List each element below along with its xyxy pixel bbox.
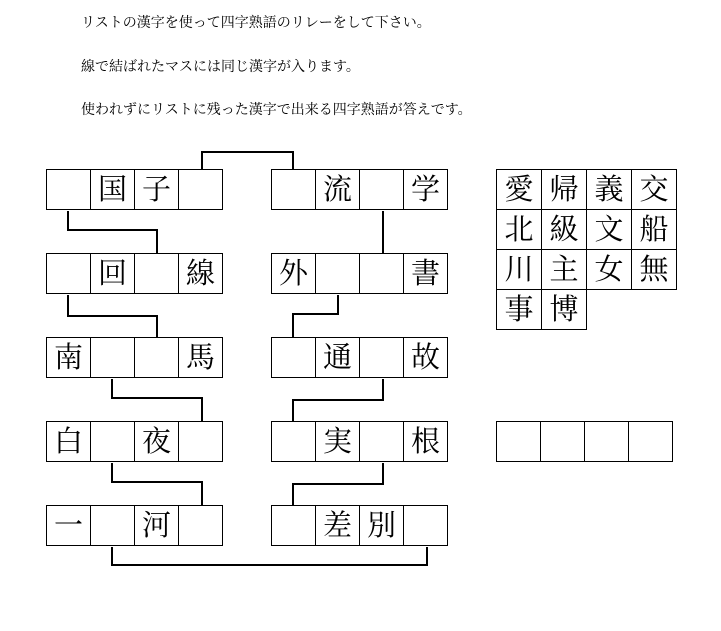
grid-cell[interactable]: 故 bbox=[403, 337, 448, 378]
kanji-list-item[interactable]: 級 bbox=[541, 209, 587, 250]
grid-cell[interactable] bbox=[178, 169, 223, 210]
grid-cell[interactable]: 国 bbox=[90, 169, 135, 210]
kanji-list-item[interactable]: 船 bbox=[631, 209, 677, 250]
link-left-4-5 bbox=[112, 463, 202, 505]
grid-cell[interactable]: 一 bbox=[46, 505, 91, 546]
grid-cell[interactable] bbox=[271, 169, 316, 210]
right-row-5 bbox=[271, 505, 447, 545]
kanji-list-item[interactable]: 文 bbox=[586, 209, 632, 250]
grid-cell[interactable]: 流 bbox=[315, 169, 360, 210]
left-row-3 bbox=[46, 337, 222, 377]
grid-cell[interactable]: 通 bbox=[315, 337, 360, 378]
right-row-1 bbox=[271, 169, 447, 209]
link-top bbox=[202, 152, 293, 170]
grid-cell[interactable] bbox=[90, 421, 135, 462]
grid-cell[interactable] bbox=[134, 253, 179, 294]
grid-cell[interactable] bbox=[178, 505, 223, 546]
link-left-1-2 bbox=[68, 211, 157, 253]
link-left-2-3 bbox=[68, 295, 157, 337]
right-row-2 bbox=[271, 253, 447, 293]
grid-cell[interactable] bbox=[90, 505, 135, 546]
grid-cell[interactable]: 根 bbox=[403, 421, 448, 462]
grid-cell[interactable] bbox=[315, 253, 360, 294]
kanji-list-item[interactable]: 事 bbox=[496, 289, 542, 330]
grid-cell[interactable] bbox=[359, 337, 404, 378]
grid-cell[interactable]: 回 bbox=[90, 253, 135, 294]
grid-cell[interactable] bbox=[178, 421, 223, 462]
grid-cell[interactable] bbox=[271, 505, 316, 546]
left-row-4 bbox=[46, 421, 222, 461]
grid-cell[interactable]: 子 bbox=[134, 169, 179, 210]
grid-cell[interactable]: 線 bbox=[178, 253, 223, 294]
kanji-list-item[interactable]: 帰 bbox=[541, 169, 587, 210]
instruction-2: 線で結ばれたマスには同じ漢字が入ります。 bbox=[81, 59, 360, 75]
left-row-5 bbox=[46, 505, 222, 545]
link-right-4-5 bbox=[293, 463, 383, 505]
answer-cell[interactable] bbox=[628, 421, 673, 462]
left-row-1 bbox=[46, 169, 222, 209]
right-row-3 bbox=[271, 337, 447, 377]
grid-cell[interactable]: 実 bbox=[315, 421, 360, 462]
kanji-list-item[interactable]: 女 bbox=[586, 249, 632, 290]
grid-cell[interactable] bbox=[359, 421, 404, 462]
link-right-3-4 bbox=[293, 379, 383, 421]
kanji-list-item[interactable]: 交 bbox=[631, 169, 677, 210]
grid-cell[interactable] bbox=[271, 337, 316, 378]
grid-cell[interactable] bbox=[46, 169, 91, 210]
instruction-3: 使われずにリストに残った漢字で出来る四字熟語が答えです。 bbox=[81, 102, 472, 118]
grid-cell[interactable] bbox=[359, 253, 404, 294]
grid-cell[interactable]: 白 bbox=[46, 421, 91, 462]
kanji-list bbox=[496, 169, 680, 329]
grid-cell[interactable]: 別 bbox=[359, 505, 404, 546]
grid-cell[interactable]: 馬 bbox=[178, 337, 223, 378]
grid-cell[interactable]: 学 bbox=[403, 169, 448, 210]
kanji-list-item[interactable]: 無 bbox=[631, 249, 677, 290]
answer-cell[interactable] bbox=[496, 421, 541, 462]
right-row-4 bbox=[271, 421, 447, 461]
grid-cell[interactable] bbox=[90, 337, 135, 378]
answer-cell[interactable] bbox=[584, 421, 629, 462]
link-right-2-3 bbox=[293, 295, 338, 337]
kanji-list-item[interactable]: 博 bbox=[541, 289, 587, 330]
answer-cell[interactable] bbox=[540, 421, 585, 462]
answer-row bbox=[496, 421, 672, 461]
kanji-list-item[interactable]: 北 bbox=[496, 209, 542, 250]
grid-cell[interactable] bbox=[403, 505, 448, 546]
kanji-list-item[interactable]: 義 bbox=[586, 169, 632, 210]
instruction-1: リストの漢字を使って四字熟語のリレーをして下さい。 bbox=[81, 15, 431, 31]
kanji-list-item[interactable]: 川 bbox=[496, 249, 542, 290]
grid-cell[interactable]: 差 bbox=[315, 505, 360, 546]
left-row-2 bbox=[46, 253, 222, 293]
link-left-3-4 bbox=[112, 379, 202, 421]
grid-cell[interactable]: 書 bbox=[403, 253, 448, 294]
grid-cell[interactable]: 河 bbox=[134, 505, 179, 546]
kanji-list-item[interactable]: 主 bbox=[541, 249, 587, 290]
grid-cell[interactable]: 外 bbox=[271, 253, 316, 294]
grid-cell[interactable] bbox=[271, 421, 316, 462]
grid-cell[interactable] bbox=[46, 253, 91, 294]
kanji-list-item[interactable]: 愛 bbox=[496, 169, 542, 210]
link-bottom bbox=[112, 547, 427, 565]
grid-cell[interactable]: 南 bbox=[46, 337, 91, 378]
grid-cell[interactable] bbox=[134, 337, 179, 378]
grid-cell[interactable] bbox=[359, 169, 404, 210]
grid-cell[interactable]: 夜 bbox=[134, 421, 179, 462]
